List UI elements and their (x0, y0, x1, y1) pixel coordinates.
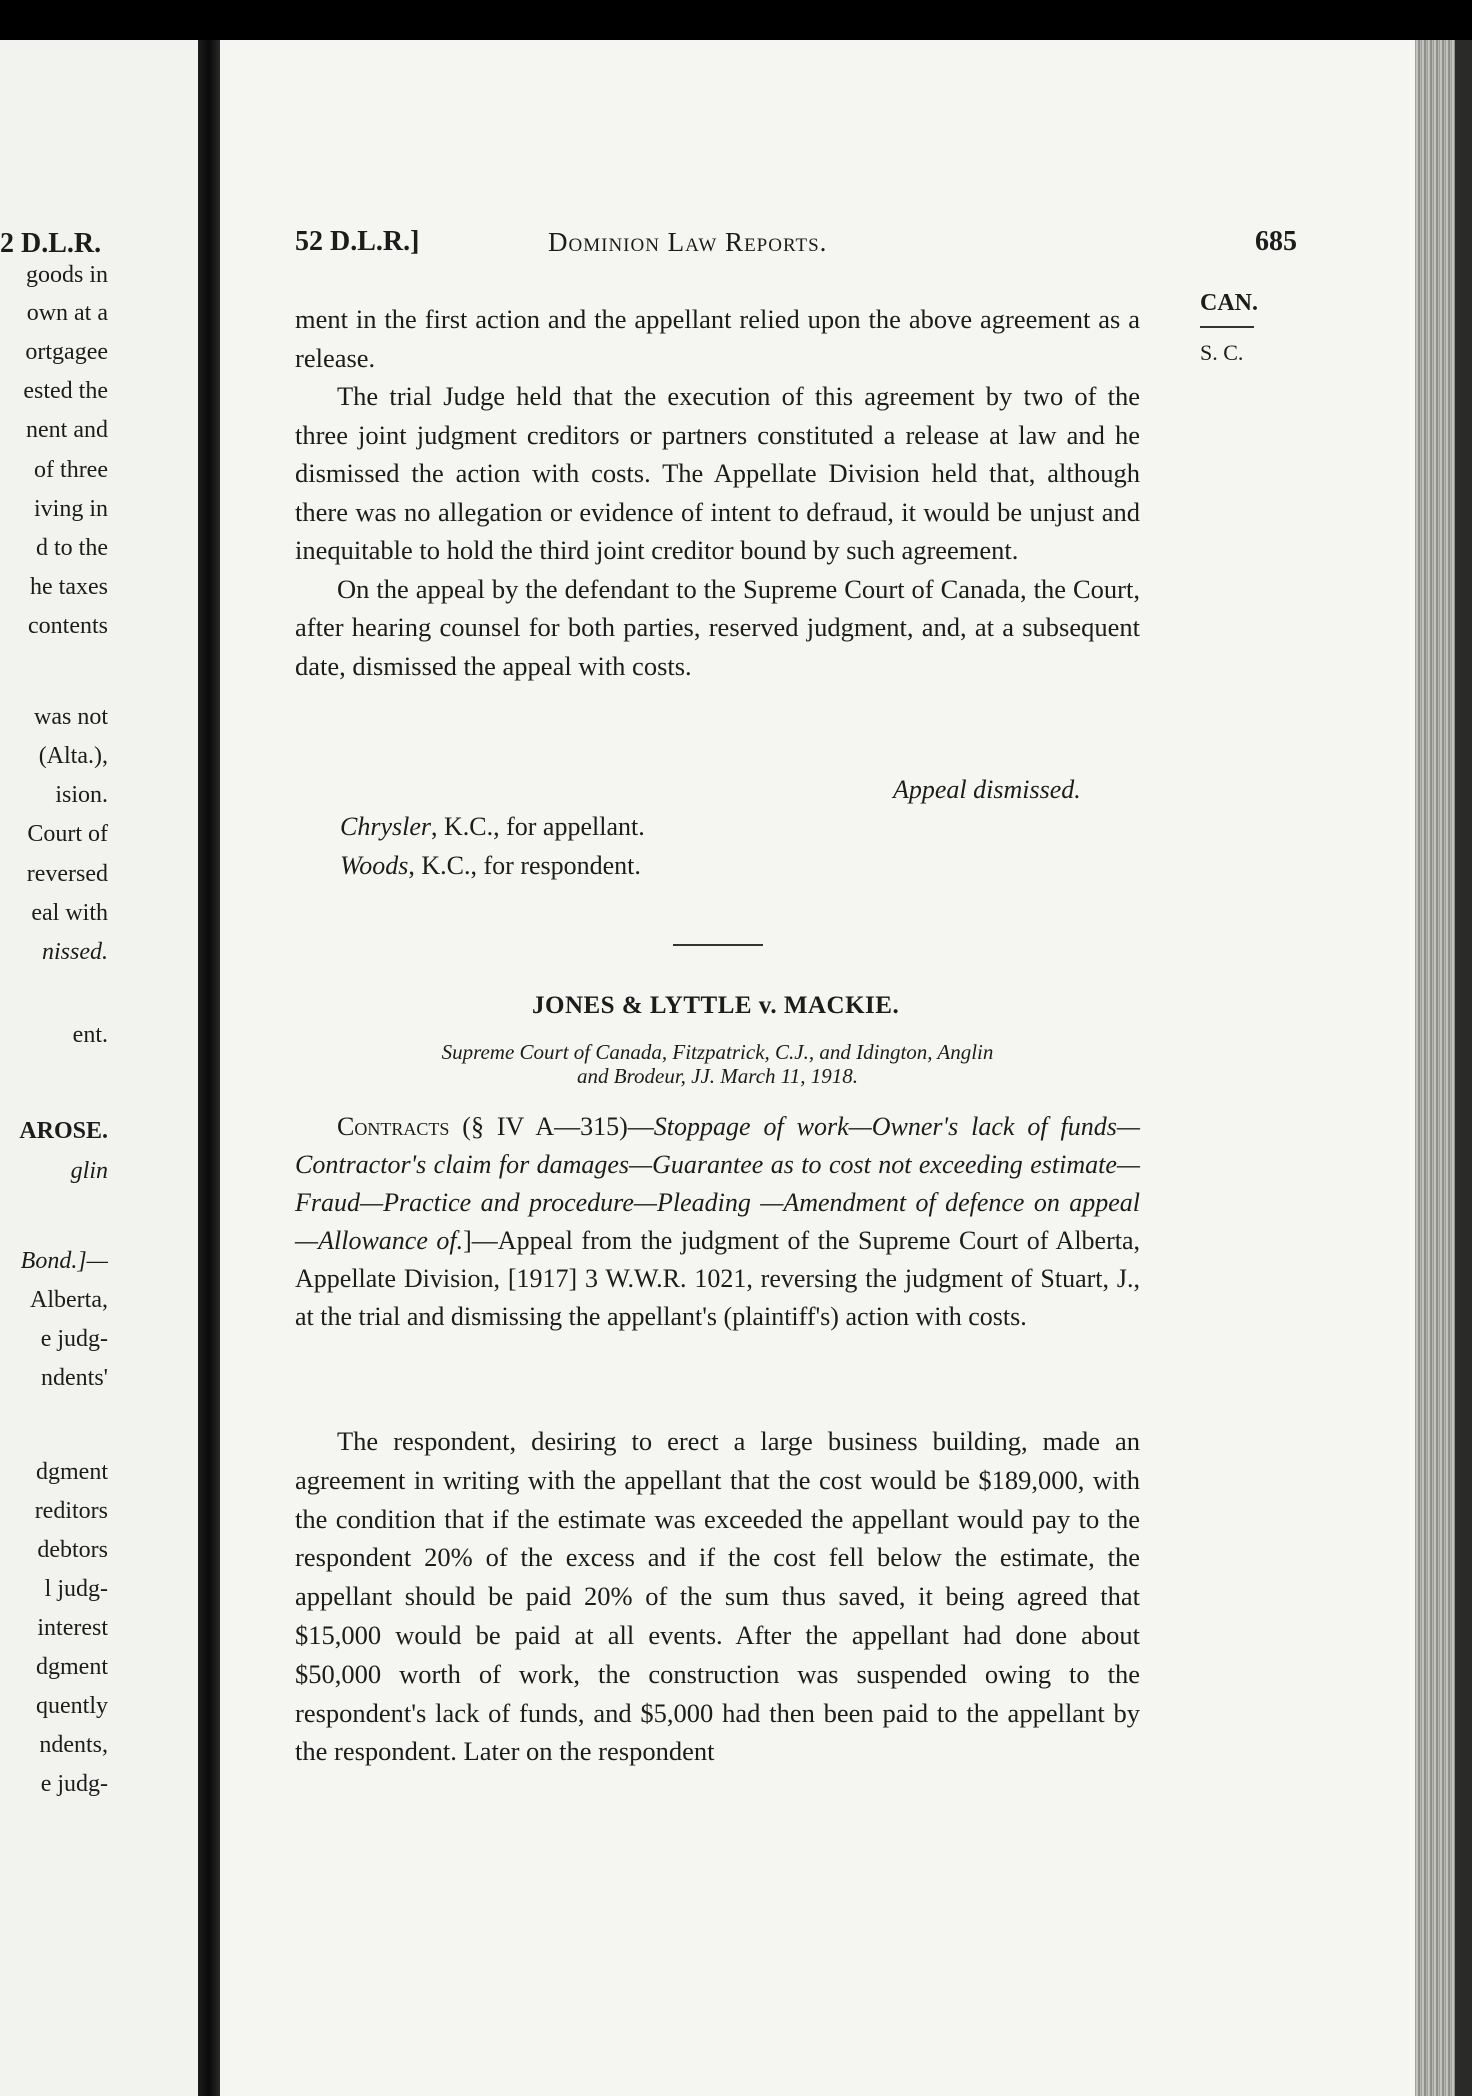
counsel-respondent-role: , K.C., for respondent. (408, 851, 641, 880)
previous-page-line: l judg- (44, 1576, 108, 1602)
side-note-court: S. C. (1200, 340, 1244, 365)
previous-page-line: iving in (33, 496, 108, 522)
previous-page-line: dgment (36, 1459, 108, 1485)
side-note-rule (1200, 326, 1254, 328)
court-line (295, 1040, 1140, 1088)
previous-page-line: ndents' (41, 1365, 108, 1391)
side-note-jurisdiction: CAN. (1200, 290, 1258, 316)
previous-page-line: contents (28, 613, 108, 639)
previous-page-line: eal with (31, 900, 108, 926)
previous-page-header: 2 D.L.R. (0, 228, 102, 259)
previous-page-line: d to the (36, 535, 108, 561)
book-edge (1455, 40, 1472, 2096)
running-header-title: Dominion Law Reports. (548, 227, 828, 257)
previous-page-line: he taxes (30, 574, 108, 600)
counsel-appellant-role: , K.C., for appellant. (431, 812, 645, 841)
counsel-appellant-name: Chrysler (340, 812, 431, 841)
previous-page-line: was not (34, 704, 108, 730)
previous-page-line: Alberta, (30, 1287, 108, 1313)
previous-page-line: interest (37, 1615, 108, 1641)
previous-page-line: e judg- (40, 1771, 108, 1797)
previous-page-line: Court of (27, 821, 108, 847)
section-divider (673, 944, 763, 946)
previous-page-line: nent and (26, 417, 108, 443)
previous-page-line: nissed. (42, 939, 108, 965)
previous-page-line: AROSE. (19, 1118, 108, 1144)
headnote-paragraph (295, 1108, 1140, 1336)
previous-page-line: (Alta.), (38, 743, 108, 769)
previous-page-line: glin (70, 1158, 108, 1184)
previous-page-line: ndents, (39, 1732, 108, 1758)
headnote-text: ]—Appeal from the judgment of the Supreme Court of Alberta, Appellate Division, [1917] 3 W.W.R. 1021, reversing the judgment of Stuart, J., at the trial and dismissing the appellant's (plaintiff's) action with costs. (295, 1226, 1140, 1331)
previous-page-line: reditors (34, 1498, 108, 1524)
court-line-1: Supreme Court of Canada, Fitzpatrick, C.J., and Idington, Anglin (441, 1040, 994, 1064)
previous-page-line: reversed (26, 861, 108, 887)
counsel-appellant (340, 812, 645, 842)
body-upper (295, 300, 1140, 685)
paragraph-trial-judge: The trial Judge held that the execution of this agreement by two of the three joint judgment creditors or partners constituted a release at law and he dismissed the action with costs. The Appellate Division held that, although there was no allegation or evidence of intent to defraud, it would be unjust and inequitable to hold the third joint creditor bound by such agreement. (295, 381, 1140, 565)
previous-page-line: ent. (72, 1022, 108, 1048)
page-number: 685 (1255, 226, 1297, 257)
previous-page-line: own at a (26, 300, 108, 326)
headnote-section: (§ IV A—315)— (449, 1112, 654, 1141)
previous-page-line: ision. (55, 782, 108, 808)
body-lower (295, 1422, 1140, 1771)
headnote-lead: Contracts (337, 1112, 450, 1141)
page-edge (1415, 40, 1455, 2096)
running-header-volume: 52 D.L.R.] (295, 226, 420, 257)
previous-page-line: debtors (37, 1537, 108, 1563)
previous-page-line: quently (36, 1693, 108, 1719)
previous-page-line: Bond.]— (20, 1248, 108, 1274)
counsel-respondent-name: Woods (340, 851, 409, 880)
paragraph-continued: ment in the first action and the appellant relied upon the above agreement as a release. (295, 304, 1140, 373)
book-gutter (198, 40, 220, 2096)
paragraph-facts: The respondent, desiring to erect a large business building, made an agreement in writing with the appellant that the cost would be $189,000, with the condition that if the estimate was exceeded the appellant would pay to the respondent 20% of the excess and if the cost fell below the estimate, the appellant should be paid 20% of the sum thus saved, it being agreed that $15,000 would be paid at all events. After the appellant had done about $50,000 worth of work, the construction was suspended owing to the respondent's lack of funds, and $5,000 had then been paid to the appellant by the respondent. Later on the respondent (295, 1426, 1140, 1767)
previous-page-line: ortgagee (25, 339, 108, 365)
headnote-catchwords: Stoppage of work—Owner's lack of funds—Contractor's claim for damages—Guarantee as to cost not exceeding estimate—Fraud—Practice and procedure—Pleading —Amendment of defence on appeal—Allowance of. (295, 1112, 1140, 1255)
previous-page-text (0, 40, 198, 2096)
previous-page-fragment (0, 40, 198, 2096)
previous-page-line: dgment (36, 1654, 108, 1680)
previous-page-line: goods in (25, 262, 108, 288)
paragraph-appeal: On the appeal by the defendant to the Supreme Court of Canada, the Court, after hearing counsel for both parties, reserved judgment, and, at a subsequent date, dismissed the appeal with costs. (295, 573, 1140, 681)
headnote (295, 1108, 1140, 1336)
disposition: Appeal dismissed. (893, 775, 1081, 804)
previous-page-line: ested the (23, 378, 108, 404)
court-line-2: and Brodeur, JJ. March 11, 1918. (577, 1064, 858, 1088)
previous-page-line: e judg- (40, 1326, 108, 1352)
previous-page-line: of three (34, 457, 108, 483)
case-title: JONES & LYTTLE v. MACKIE. (532, 992, 900, 1019)
counsel-respondent (340, 851, 641, 881)
